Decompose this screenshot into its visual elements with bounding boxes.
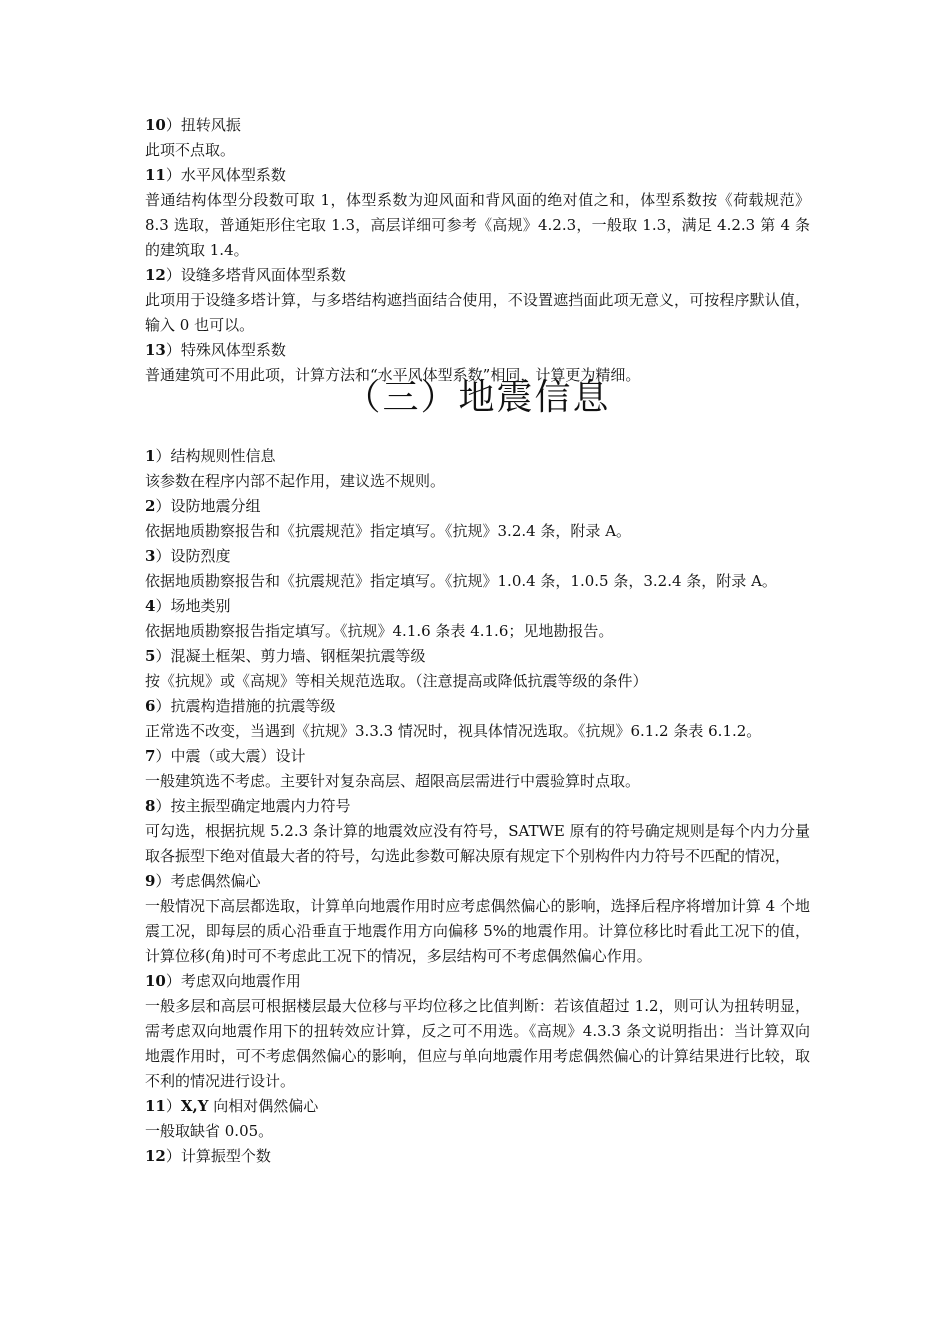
seismic-item-5	[145, 644, 810, 694]
item-title: ）设缝多塔背风面体型系数	[165, 266, 346, 284]
item-heading	[145, 263, 810, 288]
item-number: 3	[145, 547, 156, 565]
item-heading	[145, 694, 810, 719]
seismic-item-6	[145, 694, 810, 744]
item-body: 此项用于设缝多塔计算，与多塔结构遮挡面结合使用，不设置遮挡面此项无意义，可按程序默认值，输入 0 也可以。	[145, 291, 810, 334]
item-body: 一般多层和高层可根据楼层最大位移与平均位移之比值判断：若该值超过 1.2，则可认为扭转明显，需考虑双向地震作用下的扭转效应计算，反之可不用选。《高规》4.3.3 条文说明指出：当计算双向地震作用时，可不考虑偶然偏心的影响，但应与单向地震作用考虑偶然偏心的计算结果进行比较，取不利的情况进行设计。	[145, 997, 810, 1090]
item-heading	[145, 163, 810, 188]
item-body: 此项不点取。	[145, 141, 236, 159]
item-heading	[145, 744, 810, 769]
item-body: 一般取缺省 0.05。	[145, 1122, 274, 1140]
item-number: 8	[145, 797, 156, 815]
item-title-bold: X,Y	[180, 1097, 209, 1115]
item-heading	[145, 494, 810, 519]
item-number: 11	[145, 1097, 166, 1115]
item-title: ）考虑双向地震作用	[165, 972, 301, 990]
item-number: 9	[145, 872, 156, 890]
item-heading	[145, 644, 810, 669]
item-title: ）特殊风体型系数	[165, 341, 286, 359]
item-body: 依据地质勘察报告和《抗震规范》指定填写。《抗规》3.2.4 条，附录 A。	[145, 522, 632, 540]
seismic-item-1	[145, 444, 810, 494]
item-title: ）设防地震分组	[155, 497, 261, 515]
item-body: 依据地质勘察报告和《抗震规范》指定填写。《抗规》1.0.4 条，1.0.5 条，3.2.4 条，附录 A。	[145, 572, 777, 590]
item-title: ）水平风体型系数	[165, 166, 286, 184]
item-number: 2	[145, 497, 156, 515]
document-page	[145, 113, 810, 1169]
item-body: 一般建筑选不考虑。主要针对复杂高层、超限高层需进行中震验算时点取。	[145, 772, 641, 790]
item-number: 4	[145, 597, 156, 615]
item-heading	[145, 869, 810, 894]
item-title: ）计算振型个数	[165, 1147, 271, 1165]
item-title: ）扭转风振	[165, 116, 241, 134]
item-number: 10	[145, 116, 166, 134]
item-title: ）设防烈度	[155, 547, 231, 565]
item-body: 依据地质勘察报告指定填写。《抗规》4.1.6 条表 4.1.6；见地勘报告。	[145, 622, 614, 640]
item-body: 可勾选，根据抗规 5.2.3 条计算的地震效应没有符号，SATWE 原有的符号确定规则是每个内力分量取各振型下绝对值最大者的符号，勾选此参数可解决原有规定下个别构件内力符号不匹配的情况，	[145, 822, 810, 865]
item-heading	[145, 794, 810, 819]
wind-item-12	[145, 263, 810, 338]
item-body: 普通结构体型分段数可取 1，体型系数为迎风面和背风面的绝对值之和，体型系数按《荷载规范》8.3 选取，普通矩形住宅取 1.3，高层详细可参考《高规》4.2.3，一般取 1.3，满足 4.2.3 第 4 条的建筑取 1.4。	[145, 191, 810, 259]
item-body: 正常选不改变，当遇到《抗规》3.3.3 情况时，视具体情况选取。《抗规》6.1.2 条表 6.1.2。	[145, 722, 762, 740]
item-body: 按《抗规》或《高规》等相关规范选取。（注意提高或降低抗震等级的条件）	[145, 672, 648, 690]
item-heading	[145, 1094, 810, 1119]
seismic-item-8	[145, 794, 810, 869]
item-number: 11	[145, 166, 166, 184]
item-number: 5	[145, 647, 156, 665]
item-number: 12	[145, 1147, 166, 1165]
item-heading	[145, 544, 810, 569]
seismic-item-12	[145, 1144, 810, 1169]
seismic-item-7	[145, 744, 810, 794]
item-title: ）混凝土框架、剪力墙、钢框架抗震等级	[155, 647, 426, 665]
item-number: 12	[145, 266, 166, 284]
item-title: ）	[165, 1097, 181, 1115]
item-title: ）结构规则性信息	[155, 447, 276, 465]
item-title-tail: 向相对偶然偏心	[208, 1097, 319, 1115]
item-heading	[145, 1144, 810, 1169]
wind-item-13	[145, 338, 810, 388]
seismic-item-3	[145, 544, 810, 594]
item-number: 10	[145, 972, 166, 990]
seismic-item-10	[145, 969, 810, 1094]
item-heading	[145, 969, 810, 994]
item-heading	[145, 594, 810, 619]
item-body: 该参数在程序内部不起作用，建议选不规则。	[145, 472, 446, 490]
item-heading	[145, 113, 810, 138]
item-number: 6	[145, 697, 156, 715]
item-number: 13	[145, 341, 166, 359]
seismic-item-4	[145, 594, 810, 644]
wind-item-10	[145, 113, 810, 163]
wind-item-11	[145, 163, 810, 263]
item-title: ）考虑偶然偏心	[155, 872, 261, 890]
item-title: ）中震（或大震）设计	[155, 747, 306, 765]
item-number: 1	[145, 447, 156, 465]
section-title: （三）地震信息	[344, 377, 611, 418]
item-number: 7	[145, 747, 156, 765]
item-title: ）按主振型确定地震内力符号	[155, 797, 351, 815]
item-title: ）场地类别	[155, 597, 231, 615]
item-body: 一般情况下高层都选取，计算单向地震作用时应考虑偶然偏心的影响，选择后程序将增加计算 4 个地震工况，即每层的质心沿垂直于地震作用方向偏移 5%的地震作用。计算位移比时看此工况下的值，计算位移(角)时可不考虑此工况下的情况，多层结构可不考虑偶然偏心作用。	[145, 897, 810, 965]
item-heading	[145, 444, 810, 469]
seismic-item-11	[145, 1094, 810, 1144]
seismic-item-2	[145, 494, 810, 544]
item-heading	[145, 338, 810, 363]
item-body: 普通建筑可不用此项，计算方法和“水平风体型系数”相同，计算更为精细。	[145, 366, 641, 384]
seismic-item-9	[145, 869, 810, 969]
item-title: ）抗震构造措施的抗震等级	[155, 697, 336, 715]
